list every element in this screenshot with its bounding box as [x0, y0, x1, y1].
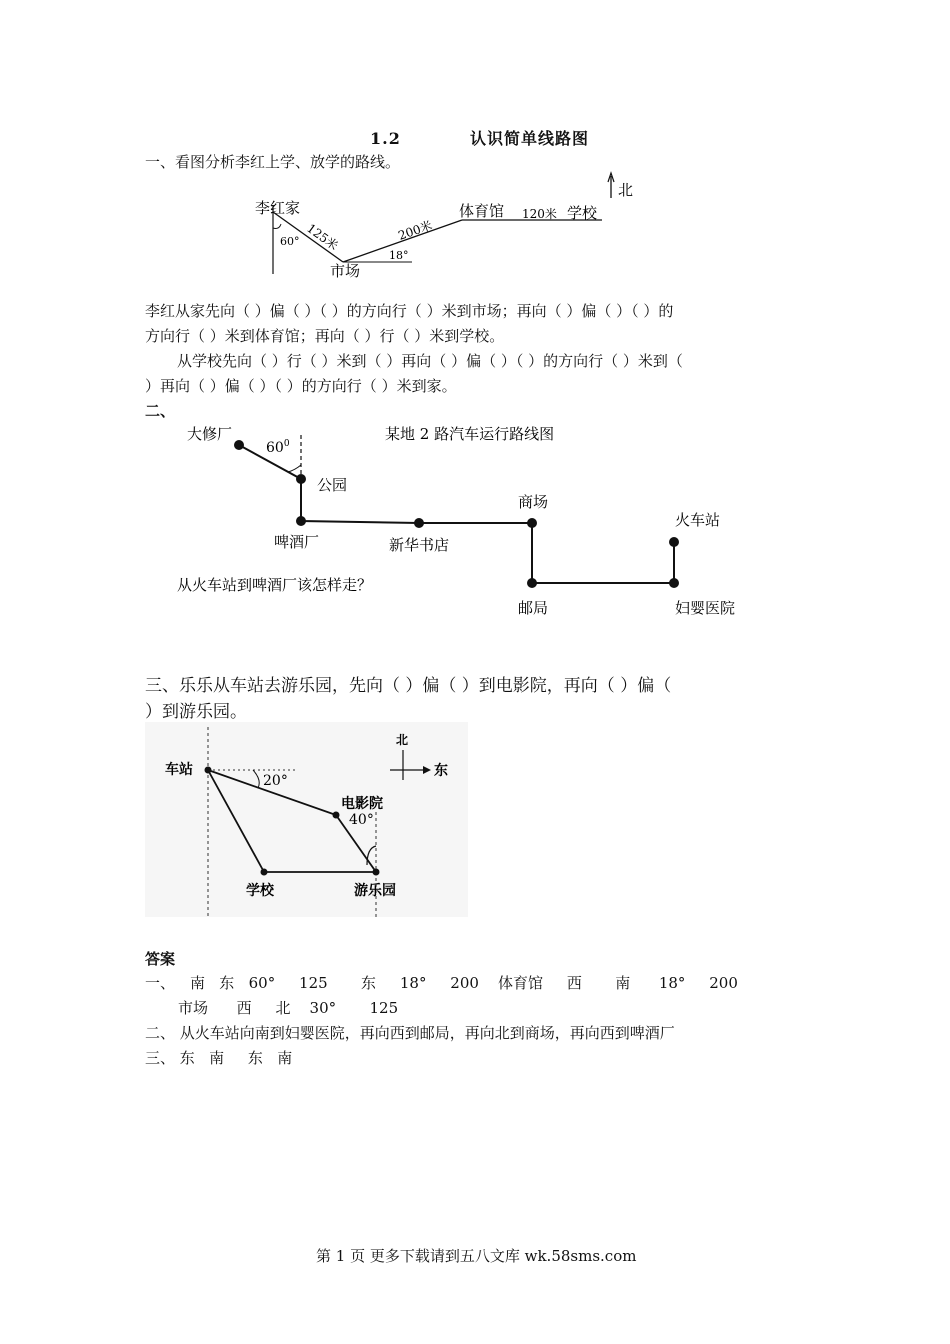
q3-line2: ）到游乐园。 — [145, 702, 247, 722]
label-school: 学校 — [567, 204, 598, 222]
stop-dot-hospital — [669, 578, 679, 588]
label-park: 游乐园 — [354, 883, 396, 899]
q3-route-diagram — [145, 722, 468, 917]
section-number: 1.2 — [370, 129, 401, 148]
dot-park — [373, 869, 380, 876]
answer-1-label: 一、 — [145, 974, 176, 992]
answer-3: 三、 东 南 东 南 — [145, 1049, 293, 1067]
q1-route-diagram — [200, 170, 660, 285]
label-angle-market: 18° — [389, 249, 409, 262]
stop-dot-bookstore — [414, 518, 424, 528]
label-market: 市场 — [330, 262, 361, 280]
stop-dot-park — [296, 474, 306, 484]
label-park: 公园 — [317, 476, 348, 494]
stop-dot-brewery — [296, 516, 306, 526]
label-school: 学校 — [246, 883, 274, 899]
label-station: 火车站 — [675, 511, 721, 529]
page-title — [370, 126, 589, 149]
map-title: 某地 2 路汽车运行路线图 — [385, 425, 555, 443]
bus-route-line — [239, 445, 674, 583]
label-angle1: 20° — [263, 773, 288, 789]
compass-east: 东 — [434, 763, 448, 779]
label-north: 北 — [618, 181, 634, 199]
label-station: 车站 — [165, 762, 193, 778]
stop-dot-repair — [234, 440, 244, 450]
answer-1-line1: 南 东 60° 125 东 18° 200 体育馆 西 南 18° 200 — [190, 974, 738, 992]
q2-question: 从火车站到啤酒厂该怎样走？ — [177, 576, 373, 594]
q1-line2: 方向行（ ）米到体育馆；再向（ ）行（ ）米到学校。 — [145, 327, 505, 345]
label-dist-home-market: 125米 — [304, 221, 341, 253]
label-mall: 商场 — [518, 493, 549, 511]
q2-bus-route-map — [150, 415, 790, 625]
park-angle-arc — [288, 465, 301, 472]
q2-heading: 二、 — [145, 402, 176, 420]
dot-cinema — [333, 812, 340, 819]
stop-dot-post — [527, 578, 537, 588]
dot-station — [205, 767, 212, 774]
label-home: 李红家 — [255, 199, 301, 217]
label-dist-market-gym: 200米 — [396, 218, 434, 243]
stop-dot-mall — [527, 518, 537, 528]
answer-2: 二、 从火车站向南到妇婴医院，再向西到邮局，再向北到商场，再向西到啤酒厂 — [145, 1024, 675, 1042]
label-angle: $60^0$ — [266, 439, 290, 456]
compass-east-arrowhead — [423, 766, 431, 774]
page-footer: 第 1 页 更多下载请到五八文库 wk.58sms.com — [316, 1247, 637, 1265]
label-brewery: 啤酒厂 — [274, 533, 320, 551]
label-dist-gym-school: 120米 — [522, 207, 557, 221]
home-angle-arc — [273, 224, 281, 229]
label-repair: 大修厂 — [187, 425, 233, 443]
label-angle2: 40° — [349, 812, 374, 828]
label-post: 邮局 — [518, 599, 549, 617]
stop-dot-station — [669, 537, 679, 547]
q1-heading: 一、看图分析李红上学、放学的路线。 — [145, 153, 401, 171]
q1-line3: 从学校先向（ ）行（ ）米到（ ）再向（ ）偏（ ）（ ）的方向行（ ）米到（ — [177, 352, 683, 370]
answers-heading: 答案 — [145, 950, 176, 968]
q1-line1: 李红从家先向（ ）偏（ ）（ ）的方向行（ ）米到市场；再向（ ）偏（ ）（ ）的 — [145, 302, 674, 320]
q1-line4: ）再向（ ）偏（ ）（ ）的方向行（ ）米到家。 — [145, 377, 457, 395]
label-bookstore: 新华书店 — [389, 536, 450, 554]
answer-1-line2: 市场 西 北 30° 125 — [178, 999, 399, 1017]
label-angle-home: 60° — [280, 235, 300, 248]
dot-school — [261, 869, 268, 876]
label-cinema: 电影院 — [341, 796, 383, 812]
title-text: 认识简单线路图 — [470, 129, 590, 148]
q3-line1: 三、乐乐从车站去游乐园，先向（ ）偏（ ）到电影院，再向（ ）偏（ — [145, 676, 672, 696]
label-hospital: 妇婴医院 — [675, 599, 736, 617]
label-gym: 体育馆 — [459, 202, 505, 220]
compass-north: 北 — [396, 733, 409, 747]
